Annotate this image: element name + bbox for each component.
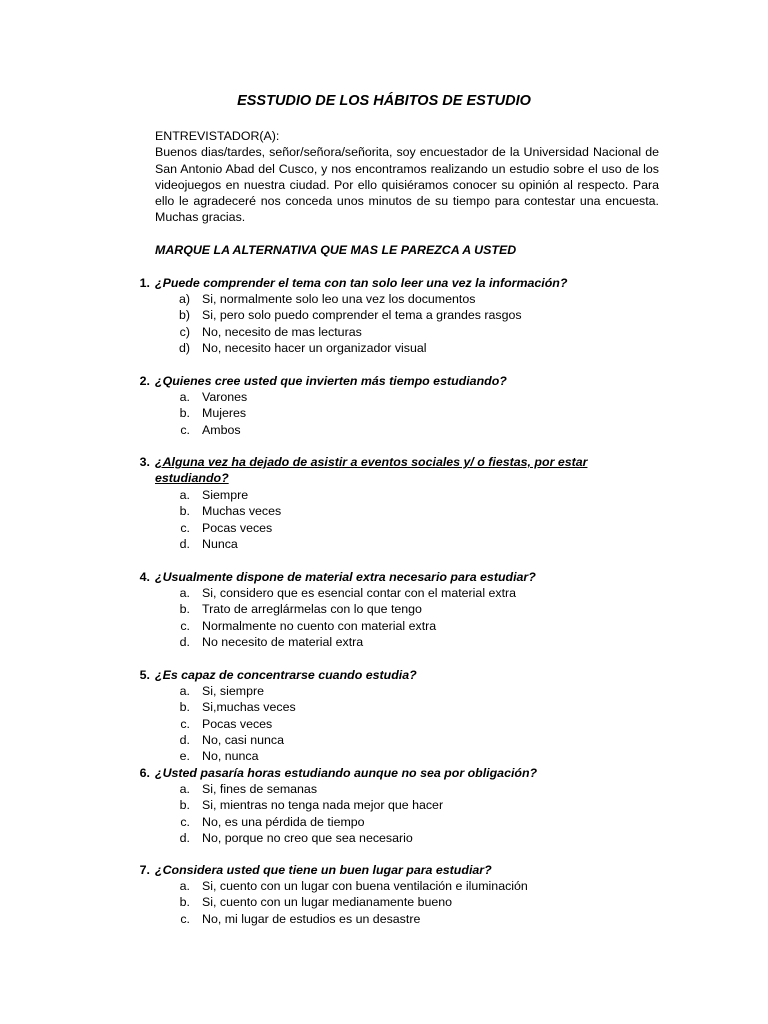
- option-letter: c.: [180, 422, 190, 437]
- option-item[interactable]: [0, 618, 768, 634]
- option-text: Ambos: [202, 422, 241, 437]
- option-text: Normalmente no cuento con material extra: [202, 618, 437, 633]
- question-text: ¿Usualmente dispone de material extra necesario para estudiar?: [155, 570, 536, 584]
- option-item[interactable]: [0, 422, 768, 438]
- option-text: Si,muchas veces: [202, 700, 296, 715]
- option-text: Pocas veces: [202, 716, 273, 731]
- option-item[interactable]: [0, 634, 768, 650]
- option-letter: b): [178, 308, 190, 323]
- option-letter: c.: [180, 618, 190, 633]
- option-letter: c): [179, 324, 190, 339]
- option-letter: d): [178, 340, 190, 355]
- option-item[interactable]: [0, 601, 768, 617]
- option-letter: a.: [179, 782, 190, 796]
- option-letter: c.: [180, 814, 190, 829]
- option-item[interactable]: [0, 878, 768, 894]
- options-list: [0, 683, 768, 764]
- option-item[interactable]: [0, 911, 768, 927]
- option-item[interactable]: [0, 699, 768, 715]
- option-text: Trato de arreglármelas con lo que tengo: [202, 602, 422, 617]
- option-letter: a.: [179, 586, 190, 600]
- option-text: Muchas veces: [202, 504, 282, 519]
- option-text: Si, fines de semanas: [202, 782, 318, 796]
- option-item[interactable]: [0, 797, 768, 813]
- option-item[interactable]: [0, 683, 768, 699]
- option-letter: a.: [179, 684, 190, 698]
- option-letter: b.: [179, 895, 190, 910]
- option-text: No, mi lugar de estudios es un desastre: [202, 911, 421, 926]
- option-letter: c.: [180, 520, 190, 535]
- question-number: 2.: [139, 374, 150, 388]
- option-letter: c.: [180, 716, 190, 731]
- option-text: Si, cuento con un lugar con buena ventilación e iluminación: [202, 879, 528, 893]
- option-letter: a.: [179, 879, 190, 893]
- question-number: 4.: [139, 570, 150, 584]
- question-text: ¿Considera usted que tiene un buen lugar para estudiar?: [155, 863, 492, 877]
- options-list: [0, 781, 768, 846]
- options-list: [0, 878, 768, 927]
- option-text: No, necesito hacer un organizador visual: [202, 340, 427, 355]
- option-letter: c.: [180, 911, 190, 926]
- option-text: Nunca: [202, 536, 238, 551]
- options-list: [0, 389, 768, 438]
- option-item[interactable]: [0, 716, 768, 732]
- option-text: Si, considero que es esencial contar con el material extra: [202, 586, 517, 600]
- option-letter: d.: [179, 536, 190, 551]
- option-text: Mujeres: [202, 406, 247, 421]
- option-item[interactable]: [0, 781, 768, 797]
- intro-body: Buenos dias/tardes, señor/señora/señorita, soy encuestador de la Universidad Nacional de San Antonio Abad del Cusco, y nos encontramos realizando un estudio sobre el uso de los videojuegos en nuestra ciudad. Por ello quisiéramos conocer su opinión al respecto. Para ello le agradeceré nos conceda unos minutos de su tiempo para contestar una encuesta. Muchas gracias.: [155, 145, 659, 225]
- option-text: No, necesito de mas lecturas: [202, 324, 362, 339]
- option-text: Si, siempre: [202, 684, 264, 698]
- option-letter: b.: [179, 798, 190, 813]
- option-item[interactable]: [0, 536, 768, 552]
- option-letter: d.: [179, 830, 190, 845]
- option-item[interactable]: [0, 340, 768, 356]
- option-text: No, es una pérdida de tiempo: [202, 814, 365, 829]
- option-text: Si, pero solo puedo comprender el tema a grandes rasgos: [202, 308, 522, 323]
- option-item[interactable]: [0, 405, 768, 421]
- option-letter: d.: [179, 732, 190, 747]
- option-text: Varones: [202, 390, 248, 404]
- option-item[interactable]: [0, 894, 768, 910]
- option-letter: b.: [179, 700, 190, 715]
- question-text: ¿Usted pasaría horas estudiando aunque no sea por obligación?: [155, 766, 538, 780]
- option-letter: d.: [179, 634, 190, 649]
- option-text: Si, normalmente solo leo una vez los documentos: [202, 292, 476, 306]
- question-text: ¿Es capaz de concentrarse cuando estudia?: [155, 668, 417, 682]
- options-list: [0, 291, 768, 356]
- option-item[interactable]: [0, 503, 768, 519]
- question-number: 6.: [139, 766, 150, 780]
- question-text: ¿Alguna vez ha dejado de asistir a eventos sociales y/ o fiestas, por estar estudiando?: [155, 455, 588, 486]
- option-text: Si, mientras no tenga nada mejor que hacer: [202, 798, 444, 813]
- option-item[interactable]: [0, 585, 768, 601]
- option-item[interactable]: [0, 487, 768, 503]
- option-item[interactable]: [0, 324, 768, 340]
- option-letter: b.: [179, 406, 190, 421]
- option-item[interactable]: [0, 830, 768, 846]
- option-item[interactable]: [0, 520, 768, 536]
- option-letter: b.: [179, 602, 190, 617]
- question-number: 5.: [139, 668, 150, 682]
- option-text: Siempre: [202, 488, 249, 502]
- question-text: ¿Quienes cree usted que invierten más tiempo estudiando?: [155, 374, 507, 388]
- option-item[interactable]: [0, 389, 768, 405]
- option-letter: a.: [179, 488, 190, 502]
- options-list: [0, 585, 768, 650]
- option-text: No, nunca: [202, 749, 259, 764]
- option-item[interactable]: [0, 732, 768, 748]
- option-text: No necesito de material extra: [202, 634, 364, 649]
- option-letter: e.: [179, 749, 190, 764]
- option-text: Pocas veces: [202, 520, 273, 535]
- document-title: ESSTUDIO DE LOS HÁBITOS DE ESTUDIO: [237, 93, 531, 109]
- question-number: 1.: [139, 276, 150, 290]
- option-item[interactable]: [0, 814, 768, 830]
- intro-heading: ENTREVISTADOR(A):: [155, 129, 280, 143]
- option-text: Si, cuento con un lugar medianamente bueno: [202, 895, 453, 910]
- option-letter: a): [178, 292, 190, 306]
- question-number: 7.: [139, 863, 150, 877]
- option-text: No, casi nunca: [202, 732, 284, 747]
- option-letter: b.: [179, 504, 190, 519]
- option-item[interactable]: [0, 748, 768, 764]
- intro-section: [155, 128, 659, 226]
- option-item[interactable]: [0, 291, 768, 307]
- question-text: ¿Puede comprender el tema con tan solo leer una vez la información?: [155, 276, 568, 290]
- question-number: 3.: [139, 455, 150, 469]
- option-letter: a.: [179, 390, 190, 404]
- options-list: [0, 487, 768, 552]
- option-item[interactable]: [0, 307, 768, 323]
- instruction-text: MARQUE LA ALTERNATIVA QUE MAS LE PAREZCA A USTED: [155, 243, 517, 257]
- option-text: No, porque no creo que sea necesario: [202, 830, 413, 845]
